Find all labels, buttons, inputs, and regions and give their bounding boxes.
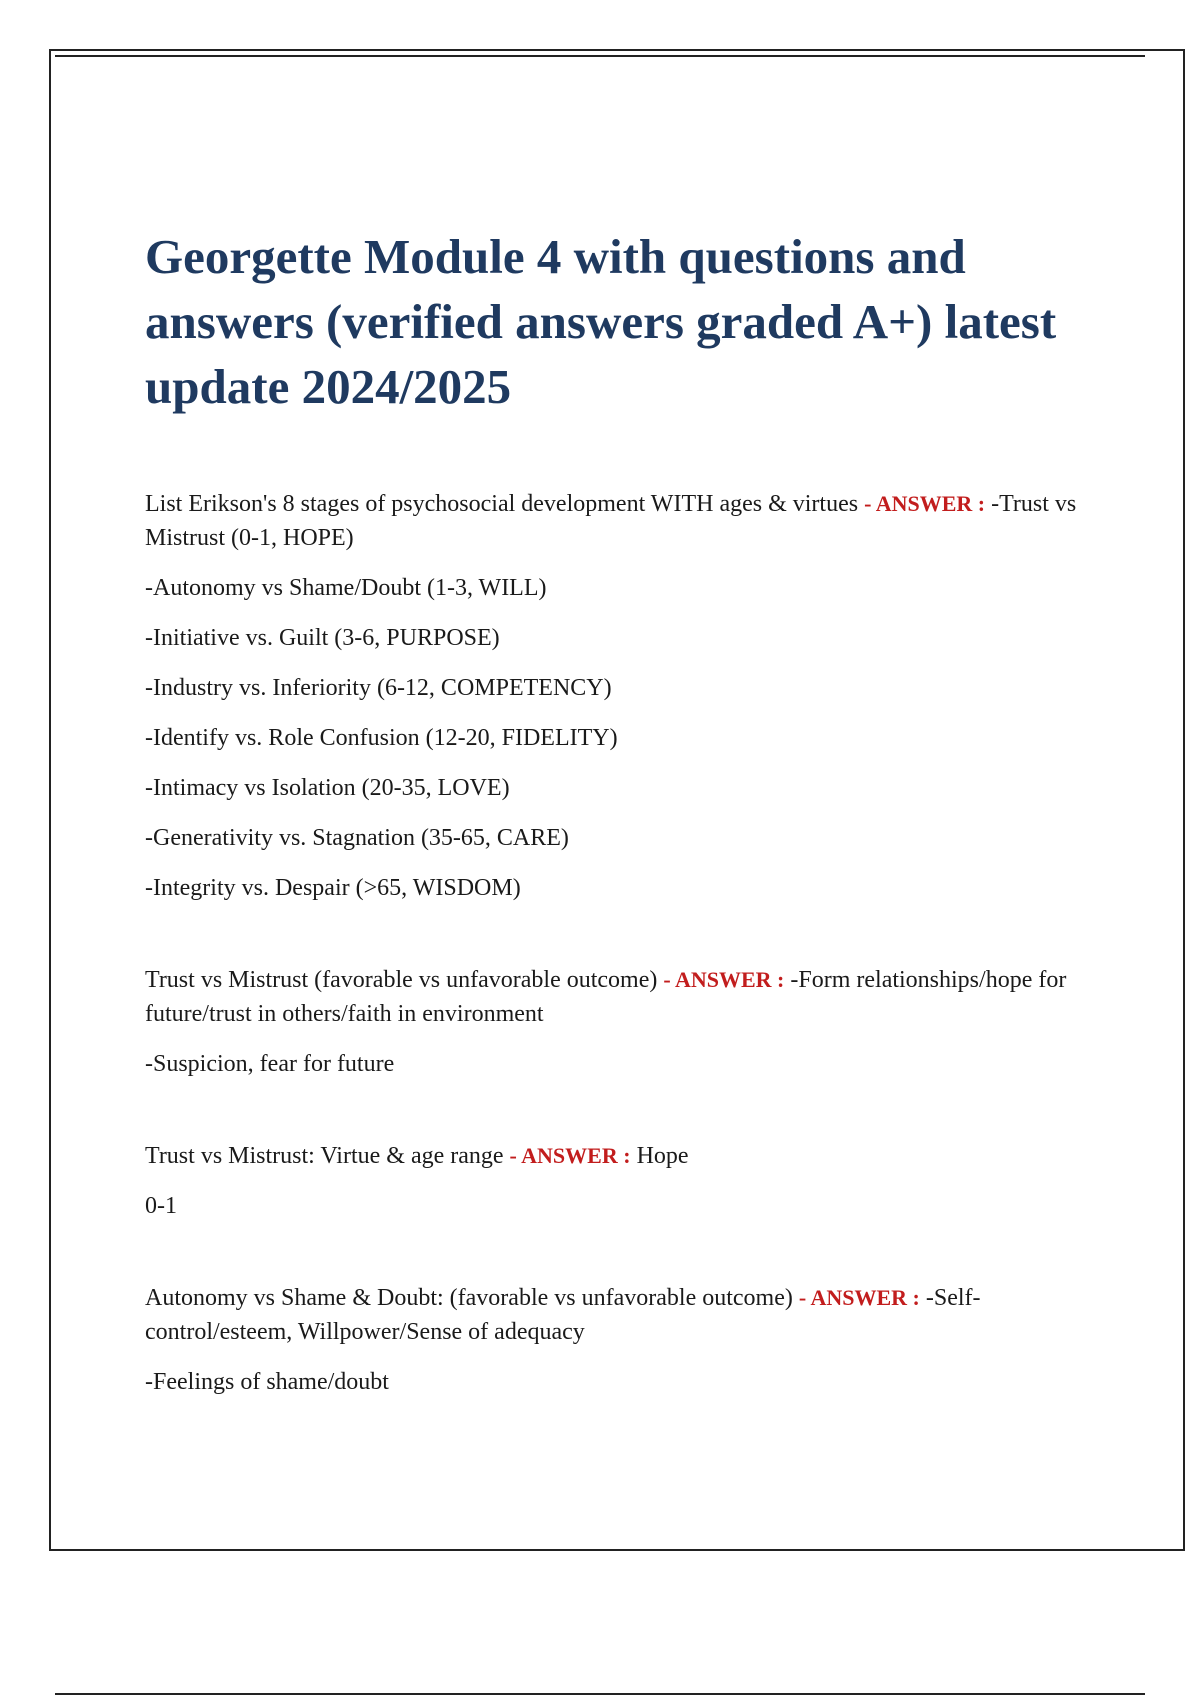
qa-question-line (145, 963, 1085, 1031)
document-body (145, 224, 1085, 1457)
qa-question-line (145, 487, 1085, 555)
qa-question-line (145, 1281, 1085, 1349)
answer-text: -Self-control/esteem, Willpower/Sense of adequacy (145, 1285, 981, 1345)
answer-line: -Autonomy vs Shame/Doubt (1-3, WILL) (145, 575, 547, 601)
answer-line: -Feelings of shame/doubt (145, 1369, 389, 1395)
answer-marker: - ANSWER : (798, 1285, 920, 1310)
answer-text: -Trust vs Mistrust (0-1, HOPE) (145, 491, 1077, 551)
answer-marker: - ANSWER : (663, 967, 785, 992)
answer-line: -Suspicion, fear for future (145, 1051, 395, 1077)
answer-line: -Generativity vs. Stagnation (35-65, CARE) (145, 825, 569, 851)
answer-text: -Form relationships/hope for future/trust in others/faith in environment (145, 967, 1067, 1027)
bottom-rule (55, 1693, 1145, 1695)
qa-item (145, 963, 1085, 1081)
answer-marker: - ANSWER : (509, 1143, 631, 1168)
answer-line: -Integrity vs. Despair (>65, WISDOM) (145, 875, 521, 901)
question-text: Trust vs Mistrust: Virtue & age range (145, 1143, 504, 1169)
answer-line: -Initiative vs. Guilt (3-6, PURPOSE) (145, 625, 500, 651)
question-text: List Erikson's 8 stages of psychosocial development WITH ages & virtues (145, 491, 859, 517)
answer-text: Hope (636, 1143, 689, 1169)
qa-item (145, 487, 1085, 905)
question-text: Trust vs Mistrust (favorable vs unfavorable outcome) (145, 967, 658, 993)
answer-line: -Identify vs. Role Confusion (12-20, FIDELITY) (145, 725, 618, 751)
question-text: Autonomy vs Shame & Doubt: (favorable vs unfavorable outcome) (145, 1285, 793, 1311)
qa-item (145, 1139, 1085, 1223)
answer-marker: - ANSWER : (864, 491, 986, 516)
document-title: Georgette Module 4 with questions and answers (verified answers graded A+) latest update 2024/2025 (145, 229, 1057, 414)
answer-line: -Intimacy vs Isolation (20-35, LOVE) (145, 775, 510, 801)
qa-item (145, 1281, 1085, 1399)
qa-list (145, 487, 1085, 1399)
top-rule (55, 55, 1145, 57)
qa-question-line (145, 1139, 1085, 1173)
answer-line: -Industry vs. Inferiority (6-12, COMPETENCY) (145, 675, 612, 701)
answer-line: 0-1 (145, 1193, 177, 1219)
